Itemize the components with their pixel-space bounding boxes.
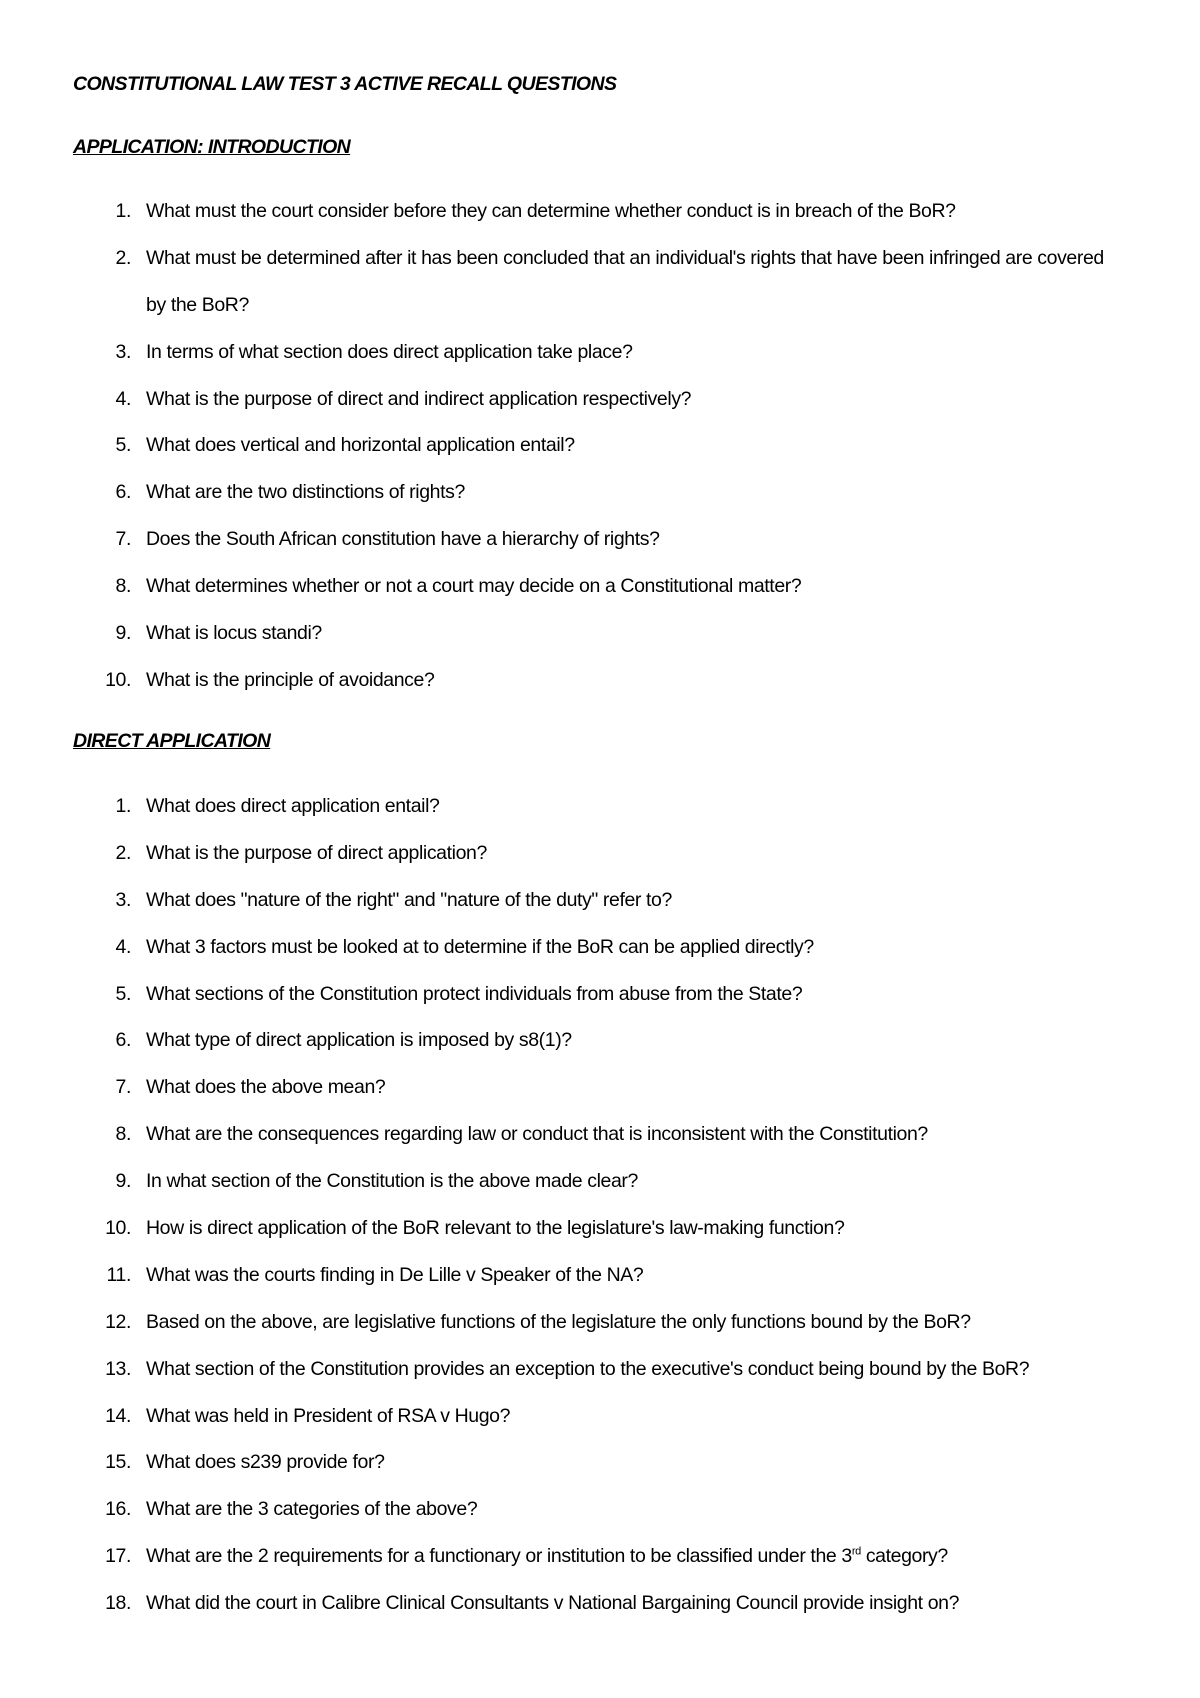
question-text-after: category? xyxy=(860,1545,948,1568)
question-number: 6. xyxy=(115,481,131,504)
question-text: What are the consequences regarding law or conduct that is inconsistent with the Constitution? xyxy=(146,1123,928,1146)
question-number: 14. xyxy=(105,1404,131,1427)
question-text: What does s239 provide for? xyxy=(146,1451,385,1474)
document-title: CONSTITUTIONAL LAW TEST 3 ACTIVE RECALL QUESTIONS xyxy=(73,73,617,95)
section-heading-application-introduction: APPLICATION: INTRODUCTION xyxy=(73,136,351,158)
list-item xyxy=(0,669,1200,716)
question-text: What must the court consider before they can determine whether conduct is in breach of the BoR? xyxy=(146,200,956,222)
question-number: 9. xyxy=(115,1170,131,1193)
question-text: What sections of the Constitution protect individuals from abuse from the State? xyxy=(146,982,803,1005)
question-text: What does vertical and horizontal application entail? xyxy=(146,434,575,457)
question-text: What determines whether or not a court may decide on a Constitutional matter? xyxy=(146,575,802,598)
question-number: 4. xyxy=(115,387,131,410)
question-text: What are the two distinctions of rights? xyxy=(146,481,465,504)
question-text: In what section of the Constitution is the above made clear? xyxy=(146,1170,638,1193)
question-number: 7. xyxy=(115,528,131,551)
question-number: 8. xyxy=(115,1123,131,1146)
question-number: 10. xyxy=(105,1217,131,1240)
question-text: What is the purpose of direct application? xyxy=(146,841,487,864)
question-number: 16. xyxy=(105,1498,131,1521)
question-number: 8. xyxy=(115,575,131,598)
question-text: What must be determined after it has been concluded that an individual's rights that have been infringed are covered by the BoR? xyxy=(146,246,1104,316)
question-number: 18. xyxy=(105,1592,131,1615)
question-text: Based on the above, are legislative functions of the legislature the only functions bound by the BoR? xyxy=(146,1310,971,1333)
section-heading-direct-application: DIRECT APPLICATION xyxy=(73,730,271,752)
question-text xyxy=(146,1533,1126,1580)
question-list-application-introduction xyxy=(0,200,1200,716)
question-number: 3. xyxy=(115,340,131,363)
question-text: What was the courts finding in De Lille v Speaker of the NA? xyxy=(146,1263,644,1286)
question-number: 17. xyxy=(105,1545,131,1568)
question-text: What is the purpose of direct and indirect application respectively? xyxy=(146,387,692,410)
question-number: 1. xyxy=(115,795,131,817)
question-number: 15. xyxy=(105,1451,131,1474)
question-text: What 3 factors must be looked at to determine if the BoR can be applied directly? xyxy=(146,935,814,958)
ordinal-superscript: rd xyxy=(851,1545,861,1558)
question-number: 9. xyxy=(115,622,131,645)
question-text: What was held in President of RSA v Hugo? xyxy=(146,1404,511,1427)
question-text: What did the court in Calibre Clinical Consultants v National Bargaining Council provide insight on? xyxy=(146,1592,960,1615)
question-list-direct-application xyxy=(0,795,1200,1639)
question-text: What does "nature of the right" and "nature of the duty" refer to? xyxy=(146,888,672,911)
question-text: Does the South African constitution have a hierarchy of rights? xyxy=(146,528,660,551)
question-text: What does direct application entail? xyxy=(146,795,440,817)
question-number: 1. xyxy=(115,200,131,222)
question-number: 12. xyxy=(105,1310,131,1333)
question-text: What is locus standi? xyxy=(146,622,322,645)
question-number: 5. xyxy=(115,982,131,1005)
question-text: What section of the Constitution provides an exception to the executive's conduct being bound by the BoR? xyxy=(146,1357,1030,1380)
question-number: 6. xyxy=(115,1029,131,1052)
question-text: What does the above mean? xyxy=(146,1076,386,1099)
question-number: 7. xyxy=(115,1076,131,1099)
question-text: What are the 3 categories of the above? xyxy=(146,1498,478,1521)
list-item xyxy=(0,1592,1200,1639)
question-text: How is direct application of the BoR relevant to the legislature's law-making function? xyxy=(146,1217,845,1240)
question-number: 11. xyxy=(106,1263,131,1286)
question-number: 10. xyxy=(105,668,131,691)
list-item xyxy=(0,247,1200,341)
question-number: 4. xyxy=(115,935,131,958)
question-number: 5. xyxy=(115,434,131,457)
question-number: 2. xyxy=(115,246,131,269)
question-number: 13. xyxy=(105,1357,131,1380)
question-number: 2. xyxy=(115,841,131,864)
question-number: 3. xyxy=(115,888,131,911)
question-text: What is the principle of avoidance? xyxy=(146,668,435,691)
question-text: In terms of what section does direct application take place? xyxy=(146,340,633,363)
question-text: What type of direct application is imposed by s8(1)? xyxy=(146,1029,572,1052)
question-text-before: What are the 2 requirements for a functionary or institution to be classified under the 3 xyxy=(146,1545,852,1568)
